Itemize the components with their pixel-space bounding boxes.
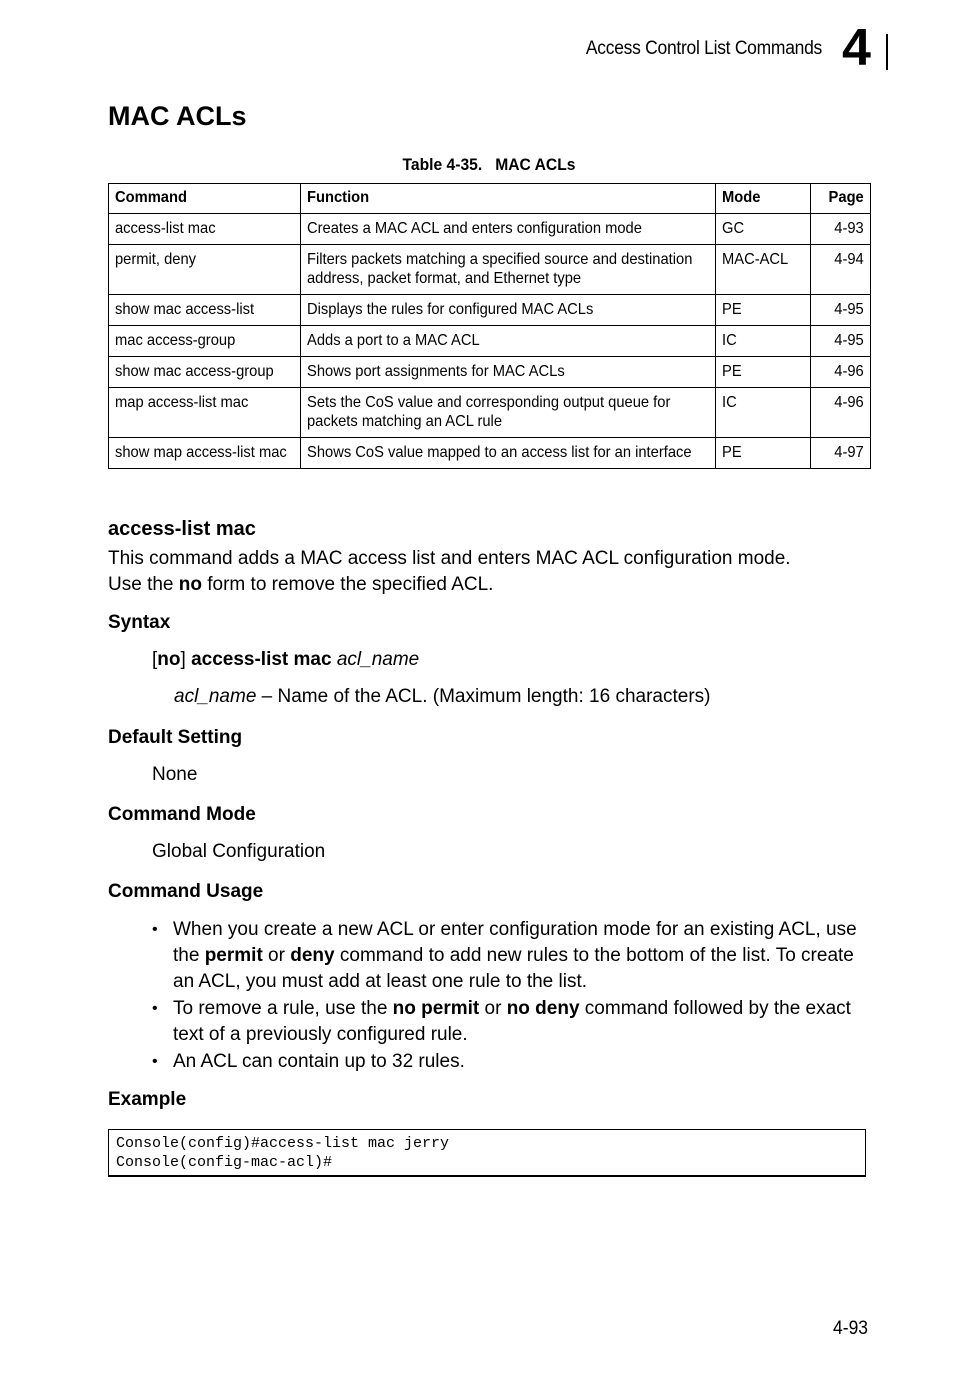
- command-usage-list: [150, 917, 870, 1076]
- default-setting-heading: Default Setting: [108, 727, 243, 748]
- command-heading: access-list mac: [108, 518, 256, 540]
- command-cell: permit, deny: [109, 245, 301, 295]
- command-cell: map access-list mac: [109, 388, 301, 438]
- no-keyword: no: [178, 574, 202, 595]
- mode-cell: MAC-ACL: [716, 245, 811, 295]
- page-cell: 4-93: [811, 214, 871, 245]
- mode-cell: GC: [716, 214, 811, 245]
- chapter-number: 4: [842, 19, 871, 77]
- parameter-description: acl_name – Name of the ACL. (Maximum length: 16 characters): [174, 686, 711, 707]
- table-row: [109, 295, 871, 326]
- table-row: [109, 326, 871, 357]
- section-title: MAC ACLs: [108, 101, 247, 131]
- mac-acl-commands-table: [108, 183, 871, 469]
- table-row: [109, 245, 871, 295]
- function-cell: Shows port assignments for MAC ACLs: [301, 357, 716, 388]
- list-item: • When you create a new ACL or enter configuration mode for an existing ACL, use the permit or deny command to add new rules to the bottom of the list. To create an ACL, you must add at least one rule to the list.: [150, 917, 870, 995]
- command-cell: show mac access-group: [109, 357, 301, 388]
- table-row: [109, 214, 871, 245]
- command-usage-heading: Command Usage: [108, 881, 264, 902]
- description-line-1: This command adds a MAC access list and enters MAC ACL configuration mode.: [108, 548, 791, 569]
- description-line-2: Use the no form to remove the specified ACL.: [108, 574, 494, 595]
- column-header-function: Function: [301, 184, 716, 214]
- column-header-mode: Mode: [716, 184, 811, 214]
- code-line: Console(config-mac-acl)#: [116, 1154, 333, 1171]
- column-header-command: Command: [109, 184, 301, 214]
- table-row: [109, 357, 871, 388]
- function-cell: Creates a MAC ACL and enters configuration mode: [301, 214, 716, 245]
- page-cell: 4-94: [811, 245, 871, 295]
- command-description: [108, 546, 878, 598]
- running-header-title: Access Control List Commands: [585, 38, 822, 59]
- table-row: [109, 388, 871, 438]
- command-cell: show map access-list mac: [109, 438, 301, 469]
- page-cell: 4-96: [811, 388, 871, 438]
- command-cell: mac access-group: [109, 326, 301, 357]
- example-heading: Example: [108, 1089, 187, 1110]
- mode-cell: PE: [716, 357, 811, 388]
- command-cell: show mac access-list: [109, 295, 301, 326]
- syntax-parameter: acl_name: [336, 649, 420, 670]
- syntax-line: [no] access-list mac acl_name: [152, 649, 420, 670]
- page-cell: 4-95: [811, 326, 871, 357]
- command-cell: access-list mac: [109, 214, 301, 245]
- mode-cell: IC: [716, 326, 811, 357]
- table-header-row: [109, 184, 871, 214]
- default-setting-value: None: [152, 764, 198, 785]
- function-cell: Filters packets matching a specified source and destination address, packet format, and Ethernet type: [301, 245, 716, 295]
- function-cell: Shows CoS value mapped to an access list for an interface: [301, 438, 716, 469]
- chapter-tab-rule: [886, 34, 888, 70]
- mode-cell: PE: [716, 295, 811, 326]
- example-code-block: [108, 1129, 866, 1177]
- mode-cell: IC: [716, 388, 811, 438]
- function-cell: Sets the CoS value and corresponding output queue for packets matching an ACL rule: [301, 388, 716, 438]
- page-cell: 4-95: [811, 295, 871, 326]
- table-caption: [108, 155, 870, 175]
- page-cell: 4-96: [811, 357, 871, 388]
- page-cell: 4-97: [811, 438, 871, 469]
- mode-cell: PE: [716, 438, 811, 469]
- list-item: • To remove a rule, use the no permit or no deny command followed by the exact text of a previously configured rule.: [150, 996, 870, 1048]
- table-row: [109, 438, 871, 469]
- function-cell: Adds a port to a MAC ACL: [301, 326, 716, 357]
- syntax-command: access-list mac: [191, 649, 332, 670]
- syntax-heading: Syntax: [108, 612, 171, 633]
- column-header-page: Page: [811, 184, 871, 214]
- table-caption-text: Table 4-35. MAC ACLs: [402, 155, 576, 174]
- command-mode-value: Global Configuration: [152, 841, 326, 862]
- list-item: • An ACL can contain up to 32 rules.: [150, 1049, 870, 1075]
- code-line: Console(config)#access-list mac jerry: [116, 1135, 450, 1152]
- command-mode-heading: Command Mode: [108, 804, 256, 825]
- page-number: 4-93: [833, 1318, 868, 1339]
- function-cell: Displays the rules for configured MAC ACLs: [301, 295, 716, 326]
